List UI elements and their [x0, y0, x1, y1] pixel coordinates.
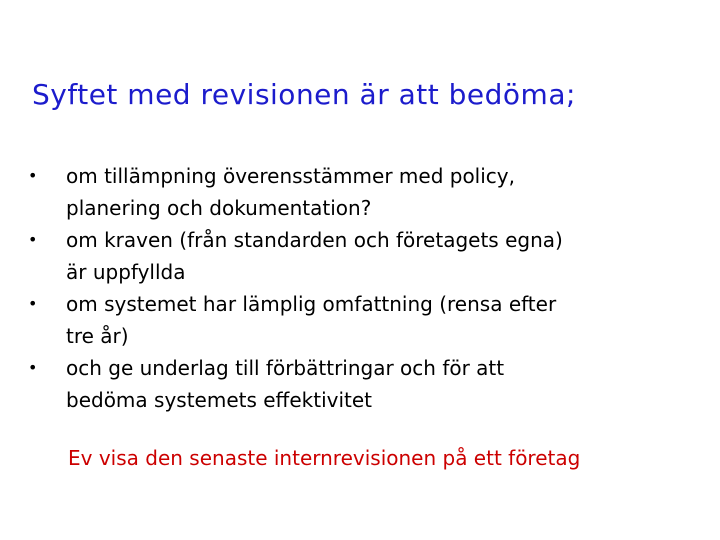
- bullet-dot-icon: •: [28, 358, 38, 377]
- bullet-line: om systemet har lämplig omfattning (rensa efter: [66, 292, 557, 316]
- slide-title: Syftet med revisionen är att bedöma;: [32, 78, 576, 111]
- presenter-note: Ev visa den senaste internrevisionen på ett företag: [68, 446, 581, 470]
- bullet-line: är uppfyllda: [66, 260, 186, 284]
- bullet-line: om kraven (från standarden och företagets egna): [66, 228, 563, 252]
- bullet-line: och ge underlag till förbättringar och för att: [66, 356, 505, 380]
- bullet-dot-icon: •: [28, 294, 38, 313]
- bullet-line: planering och dokumentation?: [66, 196, 372, 220]
- bullet-item-policy: [28, 160, 688, 224]
- bullet-item-scope: [28, 288, 688, 352]
- bullet-item-requirements: [28, 224, 688, 288]
- bullet-dot-icon: •: [28, 230, 38, 249]
- bullet-dot-icon: •: [28, 166, 38, 185]
- bullet-line: bedöma systemets effektivitet: [66, 388, 373, 412]
- bullet-line: tre år): [66, 324, 129, 348]
- bullet-item-improvements: [28, 352, 688, 416]
- bullet-list: [28, 160, 688, 416]
- bullet-line: om tillämpning överensstämmer med policy,: [66, 164, 515, 188]
